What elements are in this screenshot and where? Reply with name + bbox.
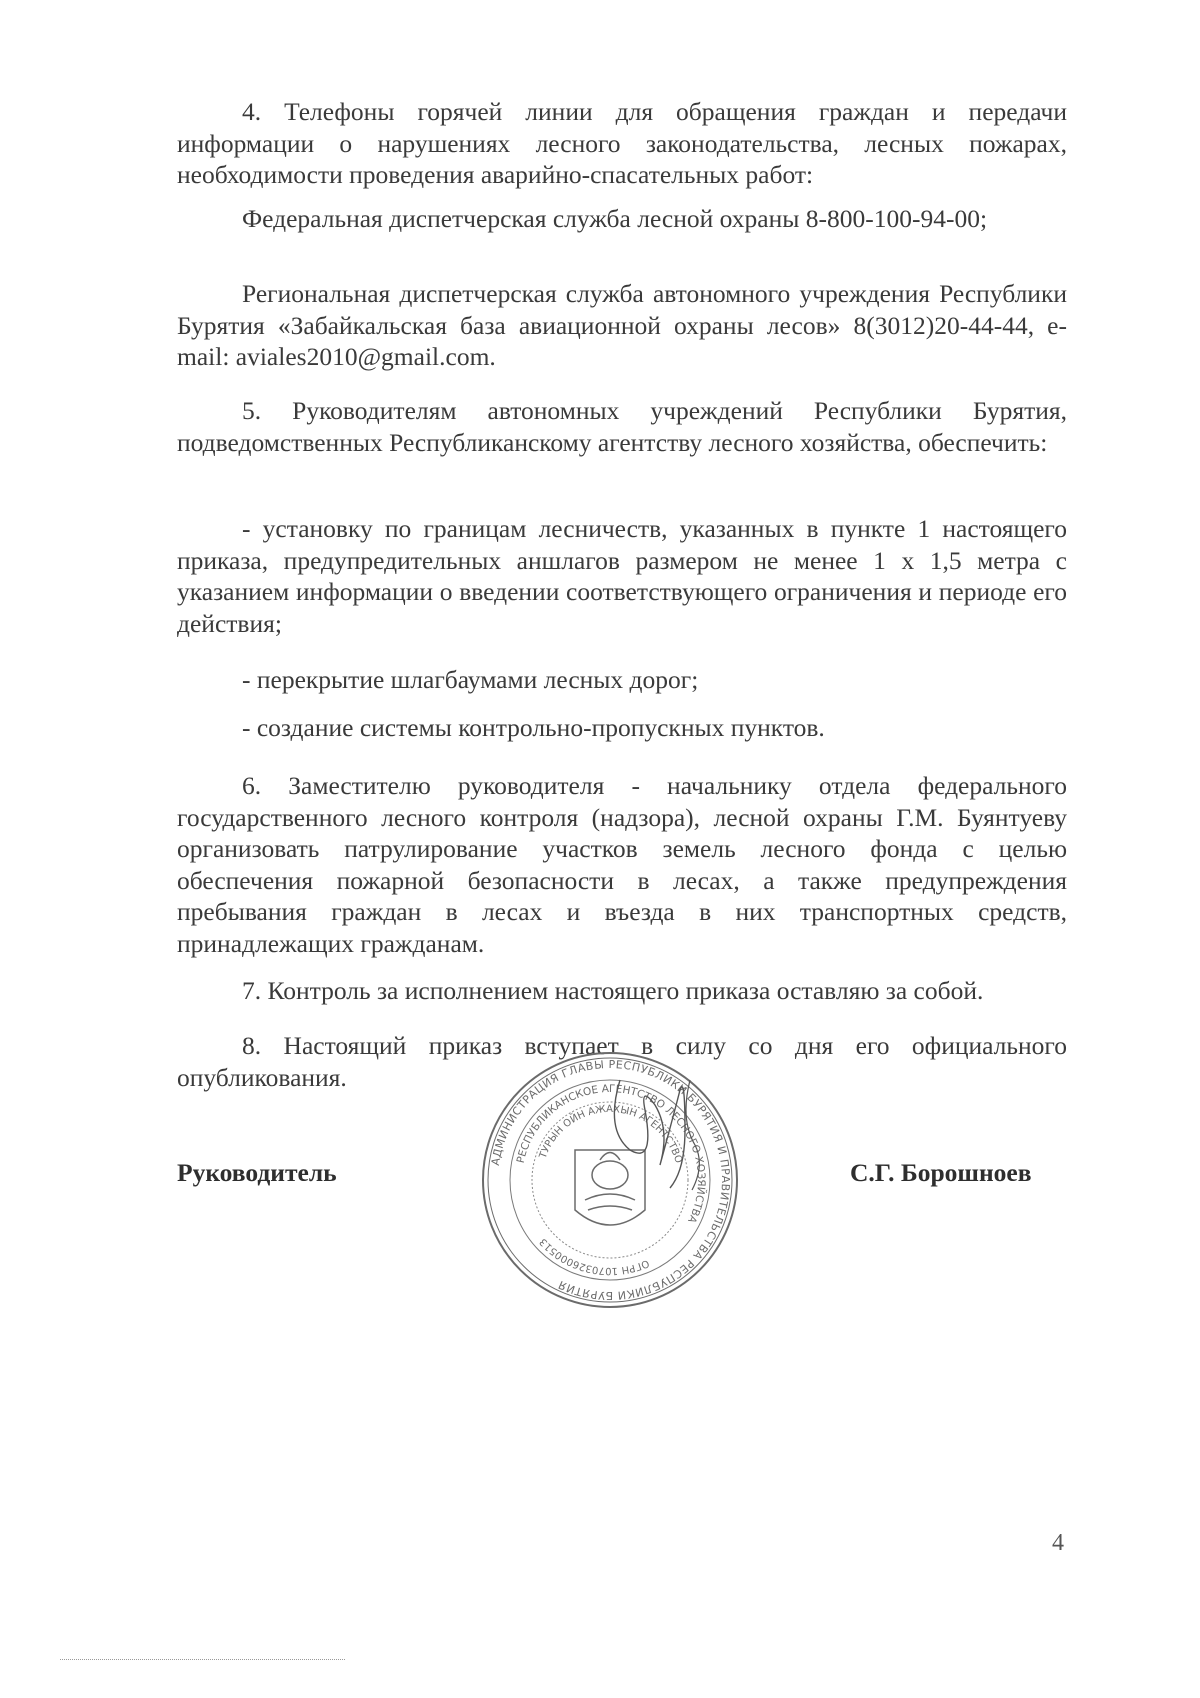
paragraph-item-4: 4. Телефоны горячей линии для обращения граждан и передачи информации о нарушениях лесного законодательства, лесных пожарах, необходимости проведения аварийно-спасательных работ: [177,97,1067,189]
svg-text:АДМИНИСТРАЦИЯ ГЛАВЫ РЕСПУБЛИКИ: АДМИНИСТРАЦИЯ ГЛАВЫ РЕСПУБЛИКИ БУРЯТИЯ И ПРАВИТЕЛЬСТВА РЕСПУБЛИКИ БУРЯТИЯ [488,1057,733,1303]
paragraph-regional-dispatch: Региональная диспетчерская служба автономного учреждения Республики Бурятия «Забайкальская база авиационной охраны лесов» 8(3012)20-44-44, e-mail: aviales2010@gmail.com. [177,279,1067,371]
paragraph-item-5: 5. Руководителям автономных учреждений Республики Бурятия, подведомственных Республиканскому агентству лесного хозяйства, обеспечить: [177,396,1067,457]
paragraph-federal-dispatch: Федеральная диспетчерская служба лесной охраны 8-800-100-94-00; [242,204,988,233]
footer-divider [60,1659,345,1661]
paragraph-checkpoints: - создание системы контрольно-пропускных пунктов. [242,713,825,742]
svg-text:ТУРЫН ОЙН АЖАХЫН АГЕНТСТВО: ТУРЫН ОЙН АЖАХЫН АГЕНТСТВО [537,1103,684,1165]
signatory-title: Руководитель [177,1158,337,1187]
svg-text:РЕСПУБЛИКАНСКОЕ АГЕНТСТВО ЛЕСН: РЕСПУБЛИКАНСКОЕ АГЕНТСТВО ЛЕСНОГО ХОЗЯЙСТВА [514,1082,708,1225]
handwritten-signature-icon [600,1070,740,1200]
svg-text:ОГРН 1070326000513: ОГРН 1070326000513 [537,1235,651,1277]
paragraph-item-8: 8. Настоящий приказ вступает в силу со дня его официального опубликования. [177,1031,1067,1092]
paragraph-signs: - установку по границам лесничеств, указанных в пункте 1 настоящего приказа, предупредительных аншлагов размером не менее 1 х 1,5 метра с указанием информации о введении соответствующего ограничения и периоде его действия; [177,514,1067,638]
page-number: 4 [1052,1530,1064,1556]
paragraph-item-6: 6. Заместителю руководителя - начальнику отдела федерального государственного лесного контроля (надзора), лесной охраны Г.М. Буянтуеву организовать патрулирование участков земель лесного фонда с целью обеспечения пожарной безопасности в лесах, а также предупреждения пребывания граждан в лесах и въезда в них транспортных средств, принадлежащих гражданам. [177,771,1067,958]
paragraph-item-7: 7. Контроль за исполнением настоящего приказа оставляю за собой. [242,976,984,1005]
signatory-name: С.Г. Борошноев [850,1158,1032,1187]
paragraph-barriers: - перекрытие шлагбаумами лесных дорог; [242,665,699,694]
